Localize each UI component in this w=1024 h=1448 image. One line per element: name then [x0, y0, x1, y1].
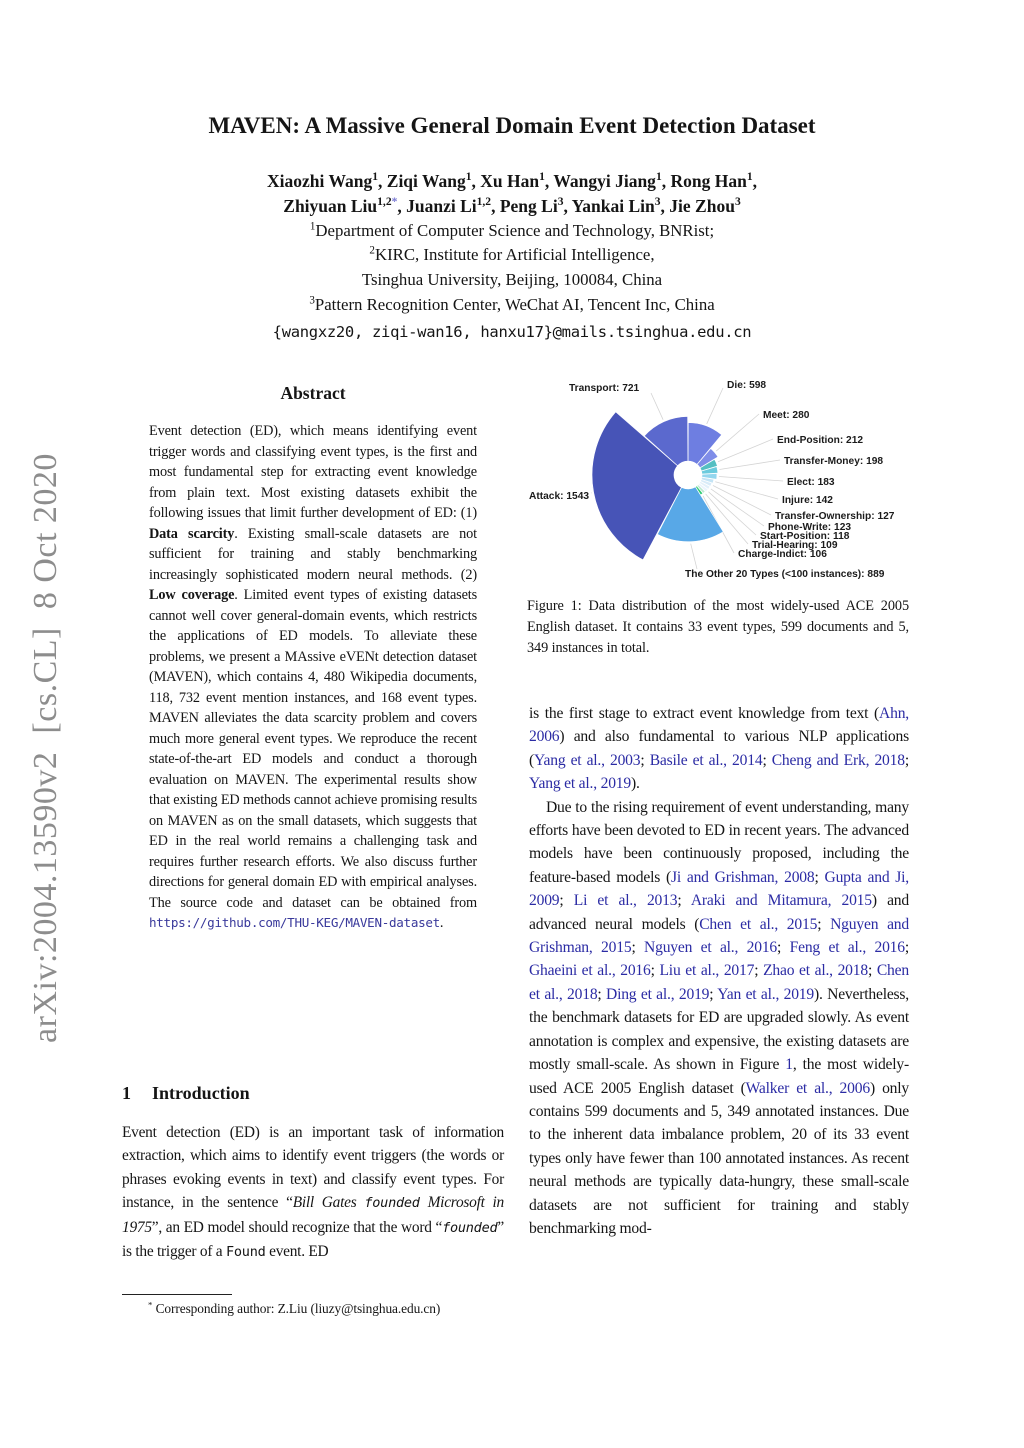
slice-label: Injure: 142	[782, 495, 833, 506]
affiliation-1	[0, 219, 1024, 244]
slice-label: Die: 598	[727, 380, 767, 391]
text-run: ;	[904, 751, 909, 769]
citation-link[interactable]: Liu et al., 2017	[659, 962, 755, 980]
leader-line	[715, 482, 778, 499]
author-line-2	[0, 194, 1024, 219]
slice-label: Elect: 183	[787, 477, 835, 488]
text-run: founded	[442, 1219, 498, 1236]
text-run: .	[439, 915, 444, 931]
footnote	[122, 1300, 504, 1317]
text-run: , the most widely-used ACE 2005 English dataset (	[529, 1056, 909, 1097]
leader-line	[651, 393, 663, 420]
slice-label: Transport: 721	[569, 383, 640, 394]
text-run: ;	[709, 985, 718, 1003]
text-run: ;	[814, 868, 825, 886]
citation-link[interactable]: Araki and Mitamura, 2015	[690, 892, 872, 910]
text-run: 1	[309, 220, 316, 232]
text-run: Xiaozhi Wang	[267, 171, 373, 191]
text-run: Pattern Recognition Center, WeChat AI, Tencent Inc, China	[314, 294, 715, 314]
leader-line	[691, 544, 697, 569]
paper-title: MAVEN: A Massive General Domain Event Detection Dataset	[208, 113, 816, 138]
slice-label: Meet: 280	[763, 410, 810, 421]
citation-link[interactable]: Ahn, 2006	[529, 705, 909, 746]
text-run: Bill Gates	[292, 1194, 365, 1212]
text-run: , Yankai Lin	[563, 195, 655, 216]
text-run: *	[391, 195, 398, 208]
text-run: event. ED	[265, 1243, 329, 1261]
text-run: founded	[364, 1195, 420, 1212]
text-run: ;	[867, 962, 877, 980]
text-run: , Peng Li	[491, 195, 558, 216]
citation-link[interactable]: Gupta and Ji, 2009	[529, 868, 909, 910]
citation-link[interactable]: Basile et al., 2014	[649, 751, 763, 769]
text-run: 1	[539, 171, 545, 184]
text-run: ;	[904, 939, 910, 957]
citation-link[interactable]: Walker et al., 2006	[745, 1079, 870, 1097]
text-run: *	[148, 1299, 153, 1310]
text-run: . Existing small-scale datasets are not sufficient for training and stably benchmarking increasingly sophisticated modern neural methods. (2)	[149, 525, 477, 583]
citation-link[interactable]: Feng et al., 2016	[789, 939, 905, 957]
text-run: KIRC, Institute for Artificial Intelligence,	[374, 245, 655, 265]
arxiv-watermark: arXiv:2004.13590v2 [cs.CL] 8 Oct 2020	[27, 453, 64, 1043]
citation-link[interactable]: Yang et al., 2003	[534, 751, 641, 769]
slice-label: Trial-Hearing: 109	[752, 540, 838, 551]
text-run: ) only contains 599 documents and 5, 349 annotated instances. Due to the inherent data imbalance problem, 20 of its 33 event types only have fewer than 100 annotated instances. As recent neural methods are typically data-hungry, these small-scale datasets are not sufficient for training and stably benchmarking mod-	[529, 1079, 909, 1237]
text-run: Low coverage	[149, 587, 235, 603]
citation-link[interactable]: Ghaeini et al., 2016	[529, 962, 651, 980]
citation-link[interactable]: Ding et al., 2019	[606, 985, 710, 1003]
author-line-1	[0, 169, 1024, 194]
text-run: 1	[465, 171, 472, 184]
text-run: ;	[677, 892, 691, 910]
citation-link[interactable]: Ji and Grishman, 2008	[670, 868, 815, 886]
text-run: ) and advanced neural models (	[529, 892, 909, 933]
slice-label: Charge-Indict: 106	[738, 549, 827, 560]
leader-line	[716, 414, 759, 451]
slice-label: The Other 20 Types (<100 instances): 889	[685, 569, 885, 580]
text-run: ;	[817, 915, 831, 933]
text-run: ,	[752, 171, 757, 191]
text-run: Event detection (ED) is an important task of information extraction, which aims to identify event triggers (the words or phrases evoking events in text) and classify event types. For instance, in the sentence “	[122, 1124, 504, 1212]
intro-paragraph	[122, 1121, 504, 1264]
text-run: , Wangyi Jiang	[544, 171, 656, 191]
text-run: Microsoft in 1975	[122, 1194, 504, 1236]
slice-label: Start-Position: 118	[760, 531, 850, 542]
affiliation-2	[0, 243, 1024, 268]
text-run: , Juanzi Li	[397, 195, 477, 216]
slice-label: Transfer-Money: 198	[784, 456, 884, 467]
slice-label: Attack: 1543	[529, 491, 590, 502]
abstract-body	[122, 421, 504, 934]
affiliation-3	[0, 268, 1024, 293]
text-run: ).	[631, 775, 640, 793]
text-run: 2	[369, 244, 375, 257]
text-run: 1	[372, 171, 379, 184]
text-run: ). Nevertheless, the benchmark datasets for ED are upgraded slowly. As event annotation is complex and expensive, the existing datasets are mostly small-scale. As shown in Figure	[529, 985, 909, 1074]
footnote-rule	[122, 1294, 232, 1295]
text-run: ”, an ED model should recognize that the word “	[151, 1218, 443, 1236]
citation-link[interactable]: Nguyen et al., 2016	[644, 939, 778, 957]
ace2005-rose-chart	[527, 372, 913, 590]
citation-link[interactable]: Yan et al., 2019	[717, 985, 814, 1003]
text-run: ;	[762, 751, 772, 769]
abstract-heading: Abstract	[280, 383, 346, 403]
text-run: , Rong Han	[661, 171, 747, 191]
text-run: ;	[650, 962, 660, 980]
text-run: ;	[754, 962, 764, 980]
text-run: 3	[734, 195, 741, 208]
leader-line	[719, 460, 780, 470]
text-run: , Ziqi Wang	[378, 171, 466, 191]
text-run: . Limited event types of existing datasets cannot well cover general-domain events, which restricts the applications of ED models. To alleviate these problems, we present a MAssive eVENt detection dataset (MAVEN), which contains 4, 480 Wikipedia documents, 118, 732 event mention instances, and 168 event types. MAVEN alleviates the data scarcity problem and covers much more general event types. We reproduce the recent state-of-the-art ED models and conduct a thorough evaluation on MAVEN. The experimental results show that existing ED methods cannot achieve promising results on MAVEN as on the small datasets, which suggests that ED in the real world remains a challenging task and requires further research efforts. We also discuss further directions for general domain ED with empirical analyses. The source code and dataset can be obtained from	[149, 587, 478, 911]
slice-label: End-Position: 212	[777, 435, 864, 446]
citation-link[interactable]: https://github.com/THU-KEG/MAVEN-dataset	[149, 915, 440, 930]
text-run: , Xu Han	[471, 171, 540, 191]
citation-link[interactable]: Chen et al., 2018	[529, 962, 909, 1003]
slice-label: Transfer-Ownership: 127	[775, 511, 895, 522]
text-run: , Jie Zhou	[660, 195, 735, 216]
text-run: ” is the trigger of a	[122, 1218, 504, 1261]
text-run: 1	[655, 171, 662, 184]
text-run: ;	[559, 892, 574, 910]
right-paragraph-2	[529, 796, 909, 1241]
text-run: ;	[631, 939, 645, 957]
leader-line	[719, 477, 783, 482]
text-run: 1,2	[377, 195, 392, 208]
text-run: 3	[654, 195, 661, 208]
text-run: Data scarcity	[149, 525, 235, 542]
text-run: Zhiyuan Liu	[283, 195, 378, 216]
section-1-heading	[122, 1083, 504, 1104]
citation-link[interactable]: Nguyen and Grishman, 2015	[529, 915, 909, 957]
citation-link[interactable]: 1	[785, 1056, 793, 1074]
text-run: ) and also fundamental to various NLP applications (	[529, 728, 909, 769]
figure1	[527, 372, 913, 590]
text-run: ;	[640, 751, 650, 769]
text-run: ;	[597, 985, 607, 1003]
right-column-text	[529, 702, 909, 1240]
text-run: 3	[557, 195, 564, 208]
leader-line	[707, 388, 723, 424]
text-run: 3	[309, 294, 315, 307]
text-run: 1	[746, 171, 753, 184]
right-paragraph-1	[529, 702, 909, 796]
slice-label: Phone-Write: 123	[768, 522, 852, 533]
citation-link[interactable]: Yang et al., 2019	[529, 775, 632, 793]
citation-link[interactable]: Li et al., 2013	[573, 892, 678, 910]
text-run: Due to the rising requirement of event understanding, many efforts have been devoted to ED in recent years. The advanced models have been continuously proposed, including the feature-based models (	[529, 798, 909, 886]
text-run: Department of Computer Science and Technology, BNRist;	[315, 220, 715, 240]
text-run: is the first stage to extract event knowledge from text (	[529, 705, 880, 722]
citation-link[interactable]: Zhao et al., 2018	[763, 962, 868, 980]
affiliation-4	[0, 293, 1024, 318]
text-run: ;	[777, 939, 790, 957]
citation-link[interactable]: Cheng and Erk, 2018	[771, 751, 905, 769]
text-run: Found	[225, 1244, 266, 1261]
section-title: Introduction	[152, 1083, 250, 1103]
section-number: 1	[122, 1083, 131, 1103]
author-block	[0, 169, 1024, 345]
text-run: Tsinghua University, Beijing, 100084, China	[361, 270, 663, 290]
text-run: Corresponding author: Z.Liu (liuzy@tsinghua.edu.cn)	[152, 1301, 441, 1316]
text-run: Event detection (ED), which means identifying event trigger words and classifying event types, is the first and most fundamental step for extracting event knowledge from plain text. Most existing datasets exhibit the following issues that limit further development of ED: (1)	[149, 423, 477, 521]
citation-link[interactable]: Chen et al., 2015	[699, 915, 818, 933]
text-run: 1,2	[476, 195, 492, 208]
chart-center-hole	[674, 461, 702, 489]
figure1-caption: Figure 1: Data distribution of the most widely-used ACE 2005 English dataset. It contains 33 event types, 599 documents and 5, 349 instances in total.	[527, 598, 909, 656]
author-emails: {wangxz20, ziqi-wan16, hanxu17}@mails.tsinghua.edu.cn	[272, 322, 752, 341]
